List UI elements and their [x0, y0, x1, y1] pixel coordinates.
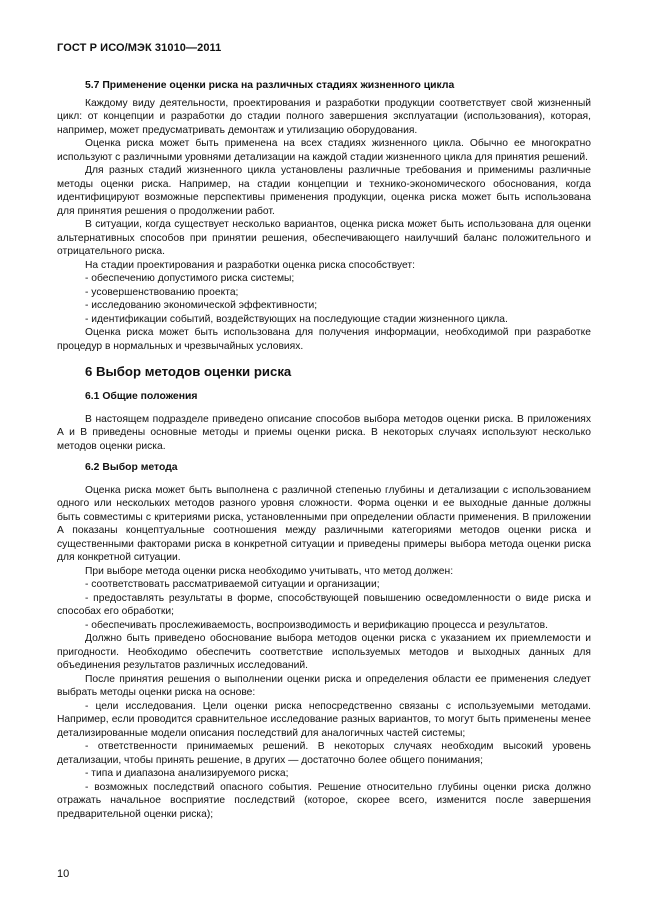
list-item: - исследованию экономической эффективности;	[85, 300, 318, 311]
list-item: - предоставлять результаты в форме, способствующей повышению осведомленности о виде риска и способах его обработки;	[57, 592, 591, 617]
paragraph: Оценка риска может быть использована для получения информации, необходимой при разработке процедур в нормальных и чрезвычайных условиях.	[57, 327, 591, 352]
running-header: ГОСТ Р ИСО/МЭК 31010—2011	[57, 42, 222, 54]
section-heading-5-7: 5.7 Применение оценки риска на различных стадиях жизненного цикла	[85, 80, 455, 91]
section-heading-6-2: 6.2 Выбор метода	[85, 462, 178, 473]
paragraph: Оценка риска может быть применена на всех стадиях жизненного цикла. Обычно ее многократно используют с различными уровнями детализации на каждой стадии жизненного цикла для принятия решений.	[57, 138, 591, 163]
section-heading-6: 6 Выбор методов оценки риска	[85, 364, 292, 379]
paragraph: Каждому виду деятельности, проектирования и разработки продукции соответствует свой жизненный цикл: от концепции и разработки до стадии полного завершения эксплуатации (использования), которая, например, может предусматривать демонтаж и утилизацию оборудования.	[57, 97, 591, 136]
list-item: - обеспечивать прослеживаемость, воспроизводимость и верификацию процесса и результатов.	[85, 619, 548, 631]
list-item: - соответствовать рассматриваемой ситуации и организации;	[85, 579, 380, 590]
page-content	[57, 79, 591, 821]
paragraph: В настоящем подразделе приведено описание способов выбора методов оценки риска. В приложениях А и В приведены основные методы и приемы оценки риска. В некоторых случаях используют несколько методов оценки риска.	[57, 413, 591, 452]
paragraph: При выборе метода оценки риска необходимо учитывать, что метод должен:	[85, 565, 454, 577]
page-number: 10	[57, 868, 70, 880]
paragraph: Для разных стадий жизненного цикла установлены различные требования и применимы различные методы оценки риска. Например, на стадии концепции и технико-экономического обоснования, когда идентифицируют возможные перспективы применения продукции, оценка риска может быть использована для принятия решения о продолжении работ.	[57, 165, 591, 217]
paragraph: В ситуации, когда существует несколько вариантов, оценка риска может быть использована для оценки альтернативных способов при принятии решения, обеспечивающего наилучший баланс положительного и отрицательного риска.	[57, 219, 591, 257]
list-item: - обеспечению допустимого риска системы;	[85, 273, 295, 284]
paragraph: Должно быть приведено обоснование выбора методов оценки риска с указанием их приемлемости и пригодности. Необходимо обеспечить соответствие используемых методов и выходных данных для объединения результатов различных исследований.	[57, 633, 591, 671]
list-item: - усовершенствованию проекта;	[85, 286, 239, 298]
paragraph: На стадии проектирования и разработки оценка риска способствует:	[85, 259, 415, 271]
list-item: - ответственности принимаемых решений. В некоторых случаях необходим высокий уровень детализации, чтобы принять решение, в других — достаточно более общего понимания;	[57, 741, 591, 766]
list-item: - возможных последствий опасного события. Решение относительно глубины оценки риска должно отражать начальное восприятие последствий (которое, скорее всего, изменится после завершения предварительной оценки риска);	[57, 781, 591, 820]
section-heading-6-1: 6.1 Общие положения	[85, 391, 198, 402]
paragraph: После принятия решения о выполнении оценки риска и определения области ее применения следует выбрать методы оценки риска на основе:	[57, 673, 591, 698]
list-item: - цели исследования. Цели оценки риска непосредственно связаны с используемыми методами. Например, если проводится сравнительное исследование разных вариантов, то могут быть применены менее детализированные модели описания последствий для аналогичных частей системы;	[57, 700, 591, 739]
paragraph: Оценка риска может быть выполнена с различной степенью глубины и детализации с использованием одного или нескольких методов разного уровня сложности. Форма оценки и ее выходные данные должны быть совместимы с критериями риска, установленными при определении области применения. В приложении А показаны концептуальные соотношения между различными категориями методов оценки риска и существенными факторами риска в конкретной ситуации и приведены примеры выбора метода оценки риска для конкретной ситуации.	[57, 484, 591, 563]
list-item: - типа и диапазона анализируемого риска;	[85, 768, 289, 779]
list-item: - идентификации событий, воздействующих на последующие стадии жизненного цикла.	[85, 313, 508, 325]
